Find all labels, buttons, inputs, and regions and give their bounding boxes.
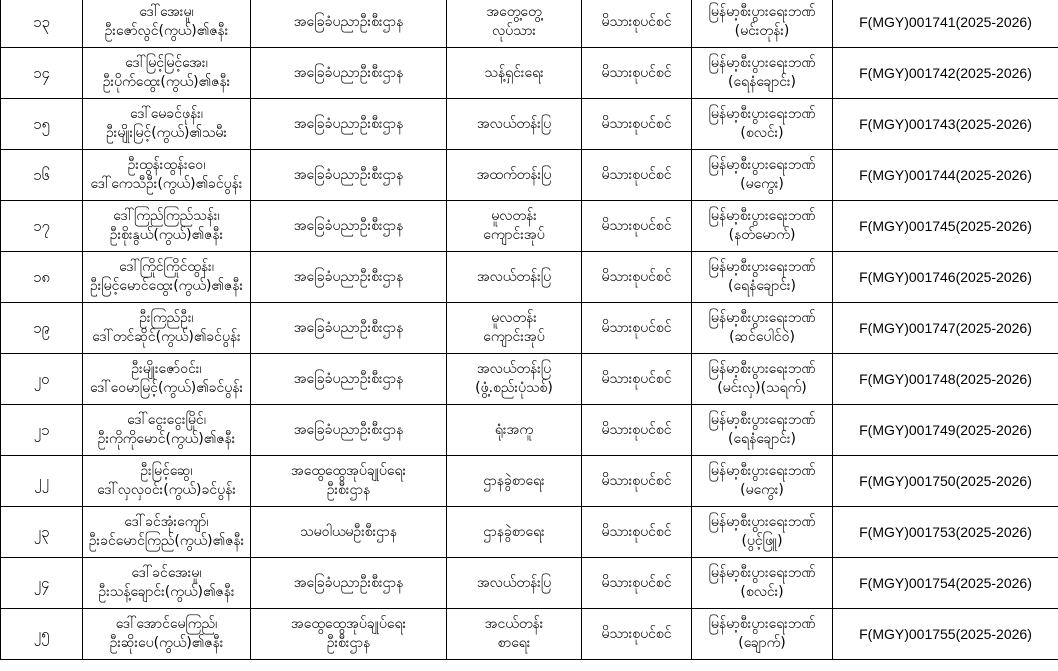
- department-cell-line: သမဝါယမဦးစီးဌာန: [300, 523, 397, 540]
- table-row: [1, 507, 1058, 558]
- name-cell-line: ဒေါ်ခင်အုံးကျော်၊: [124, 514, 209, 530]
- table-row: [1, 99, 1058, 150]
- pension-type-cell: မိသားစုပင်စင်: [582, 456, 692, 507]
- name-cell-line: ဒေါ်မြင့်မြင့်အေး၊: [125, 55, 208, 71]
- rank-cell-line: ကျောင်းအုပ်: [483, 227, 545, 243]
- pension-type-cell: မိသားစုပင်စင်: [582, 0, 692, 48]
- pension-type-cell: မိသားစုပင်စင်: [582, 609, 692, 660]
- name-cell-line: ဦးပိုက်ထွေး(ကွယ်)၏ဇနီး: [102, 74, 231, 90]
- row-number-cell: ၂၂: [1, 456, 83, 507]
- name-cell: [83, 303, 251, 354]
- pension-type-cell: မိသားစုပင်စင်: [582, 150, 692, 201]
- rank-cell: [447, 609, 582, 660]
- bank-office-cell: [692, 609, 833, 660]
- table-row: [1, 354, 1058, 405]
- department-cell: [251, 0, 447, 48]
- department-cell: [251, 303, 447, 354]
- bank-office-cell: [692, 558, 833, 609]
- department-cell: [251, 558, 447, 609]
- rank-cell: [447, 354, 582, 405]
- bank-office-cell: [692, 201, 833, 252]
- department-cell: [251, 99, 447, 150]
- row-number-cell: ၁၄: [1, 48, 83, 99]
- department-cell-line: အထွေထွေအုပ်ချုပ်ရေး: [290, 616, 407, 632]
- row-number-cell: ၂၃: [1, 507, 83, 558]
- department-cell-line: အခြေခံပညာဦးစီးဌာန: [293, 421, 404, 438]
- name-cell-line: ဒေါ်လှလှဝင်း(ကွယ်)ခင်ပွန်း: [97, 482, 236, 498]
- department-cell: [251, 456, 447, 507]
- bank-office-cell: [692, 48, 833, 99]
- rank-cell: [447, 0, 582, 48]
- rank-cell: [447, 405, 582, 456]
- name-cell-line: ဦးမျိုးမြင့်(ကွယ်)၏သမီး: [106, 125, 227, 141]
- bank-office-cell-line: (မင်းတုန်း): [734, 23, 790, 39]
- table-row: [1, 0, 1058, 48]
- table-row: [1, 609, 1058, 660]
- row-number-cell: ၁၆: [1, 150, 83, 201]
- rank-cell-line: (ဖွံ့.စည်းပုံသစ်): [475, 380, 553, 396]
- pension-code-cell: F(MGY)001742(2025-2026): [833, 48, 1058, 99]
- department-cell-line: အခြေခံပညာဦးစီးဌာန: [293, 574, 404, 591]
- name-cell-line: ဦးမြင့်မောင်ထွေး(ကွယ်)၏ဇနီး: [89, 278, 244, 294]
- department-cell-line: အခြေခံပညာဦးစီးဌာန: [293, 319, 404, 336]
- rank-cell-line: သန့်ရှင်းရေး: [484, 64, 544, 81]
- pension-type-cell: မိသားစုပင်စင်: [582, 507, 692, 558]
- pension-code-cell: F(MGY)001754(2025-2026): [833, 558, 1058, 609]
- pension-code-cell: F(MGY)001741(2025-2026): [833, 0, 1058, 48]
- bank-office-cell-line: (စလင်း): [740, 125, 784, 141]
- pension-code-cell: F(MGY)001750(2025-2026): [833, 456, 1058, 507]
- department-cell: [251, 201, 447, 252]
- bank-office-cell-line: မြန်မာ့စီးပွားရေးဘဏ်: [708, 514, 816, 530]
- rank-cell-line: အလယ်တန်းပြ: [476, 115, 552, 132]
- name-cell: [83, 609, 251, 660]
- bank-office-cell: [692, 150, 833, 201]
- department-cell-line: အခြေခံပညာဦးစီးဌာန: [293, 217, 404, 234]
- name-cell: [83, 201, 251, 252]
- rank-cell: [447, 303, 582, 354]
- name-cell-line: ဒေါ်ခင်အေးမူ၊: [131, 565, 202, 581]
- name-cell-line: ဒေါ်မေခင်ဖုန်း၊: [130, 106, 203, 122]
- rank-cell-line: ဌာနခွဲစာရေး: [483, 523, 545, 540]
- bank-office-cell-line: (မကွေး): [740, 176, 784, 192]
- department-cell-line: ဦးစီးဌာန: [326, 482, 371, 498]
- department-cell: [251, 354, 447, 405]
- rank-cell: [447, 507, 582, 558]
- pension-type-cell: မိသားစုပင်စင်: [582, 303, 692, 354]
- table-row: [1, 150, 1058, 201]
- bank-office-cell-line: မြန်မာ့စီးပွားရေးဘဏ်: [708, 208, 816, 224]
- rank-cell-line: အငယ်တန်း: [484, 616, 544, 632]
- department-cell: [251, 150, 447, 201]
- bank-office-cell-line: (မင်းလှ)(သရက်): [717, 380, 807, 396]
- table-row: [1, 405, 1058, 456]
- bank-office-cell: [692, 405, 833, 456]
- department-cell: [251, 405, 447, 456]
- pension-type-cell: မိသားစုပင်စင်: [582, 252, 692, 303]
- name-cell: [83, 150, 251, 201]
- bank-office-cell-line: မြန်မာ့စီးပွားရေးဘဏ်: [708, 310, 816, 326]
- bank-office-cell-line: (ချောက်): [738, 635, 786, 651]
- rank-cell-line: ကျောင်းအုပ်: [483, 329, 545, 345]
- row-number-cell: ၁၇: [1, 201, 83, 252]
- pension-code-cell: F(MGY)001749(2025-2026): [833, 405, 1058, 456]
- rank-cell-line: လုပ်သား: [492, 23, 536, 39]
- name-cell-line: ဦးမြင့်ဆွေ၊: [140, 463, 193, 479]
- bank-office-cell: [692, 0, 833, 48]
- row-number-cell: ၁၈: [1, 252, 83, 303]
- rank-cell-line: မူလတန်း: [491, 208, 537, 224]
- row-number-cell: ၂၀: [1, 354, 83, 405]
- rank-cell: [447, 558, 582, 609]
- bank-office-cell: [692, 252, 833, 303]
- table-row: [1, 558, 1058, 609]
- bank-office-cell-line: (ပွင့်ဖြူ): [741, 533, 783, 549]
- rank-cell: [447, 252, 582, 303]
- bank-office-cell-line: မြန်မာ့စီးပွားရေးဘဏ်: [708, 412, 816, 428]
- bank-office-cell-line: (မကွေး): [740, 482, 784, 498]
- bank-office-cell-line: (ရေနံချောင်း): [727, 431, 797, 447]
- department-cell: [251, 507, 447, 558]
- department-cell-line: အခြေခံပညာဦးစီးဌာန: [293, 268, 404, 285]
- rank-cell: [447, 150, 582, 201]
- rank-cell-line: ဌာနခွဲစာရေး: [483, 472, 545, 489]
- name-cell: [83, 507, 251, 558]
- bank-office-cell: [692, 456, 833, 507]
- department-cell-line: အခြေခံပညာဦးစီးဌာန: [293, 13, 404, 30]
- name-cell-line: ဒေါ်တင်ဆိုင်(ကွယ်)၏ခင်ပွန်း: [92, 329, 241, 345]
- pension-code-cell: F(MGY)001755(2025-2026): [833, 609, 1058, 660]
- name-cell-line: ဦးကိုကိုမောင်(ကွယ်)၏ဇနီး: [97, 431, 236, 447]
- department-cell-line: အခြေခံပညာဦးစီးဌာန: [293, 370, 404, 387]
- name-cell: [83, 558, 251, 609]
- name-cell-line: ဒေါ်ကြိုင်ကြိုင်ထွန်း၊: [119, 259, 214, 275]
- bank-office-cell-line: (နတ်မောက်): [728, 227, 796, 243]
- name-cell-line: ဦးကြည်ဦး၊: [139, 310, 194, 326]
- department-cell: [251, 252, 447, 303]
- table-row: [1, 252, 1058, 303]
- rank-cell-line: မူလတန်း: [491, 310, 537, 326]
- pension-code-cell: F(MGY)001745(2025-2026): [833, 201, 1058, 252]
- pension-code-cell: F(MGY)001748(2025-2026): [833, 354, 1058, 405]
- rank-cell: [447, 456, 582, 507]
- bank-office-cell-line: မြန်မာ့စီးပွားရေးဘဏ်: [708, 259, 816, 275]
- name-cell: [83, 0, 251, 48]
- name-cell: [83, 48, 251, 99]
- rank-cell-line: အလယ်တန်းပြ: [476, 574, 552, 591]
- bank-office-cell-line: မြန်မာ့စီးပွားရေးဘဏ်: [708, 565, 816, 581]
- row-number-cell: ၁၅: [1, 99, 83, 150]
- department-cell-line: အခြေခံပညာဦးစီးဌာန: [293, 166, 404, 183]
- name-cell-line: ဦးဇော်လွင်(ကွယ်)၏ဇနီး: [104, 23, 229, 39]
- rank-cell-line: ရုံးအကူ: [494, 421, 534, 438]
- pension-code-cell: F(MGY)001753(2025-2026): [833, 507, 1058, 558]
- name-cell-line: ဦးထွန်းထွန်းဝေ၊: [127, 157, 206, 173]
- pension-type-cell: မိသားစုပင်စင်: [582, 405, 692, 456]
- pension-code-cell: F(MGY)001743(2025-2026): [833, 99, 1058, 150]
- bank-office-cell-line: မြန်မာ့စီးပွားရေးဘဏ်: [708, 157, 816, 173]
- bank-office-cell-line: (ရေနံချောင်း): [727, 278, 797, 294]
- pension-code-cell: F(MGY)001746(2025-2026): [833, 252, 1058, 303]
- bank-office-cell: [692, 354, 833, 405]
- table-body: [1, 0, 1058, 660]
- bank-office-cell: [692, 303, 833, 354]
- department-cell-line: အထွေထွေအုပ်ချုပ်ရေး: [290, 463, 407, 479]
- name-cell: [83, 456, 251, 507]
- rank-cell: [447, 48, 582, 99]
- bank-office-cell-line: မြန်မာ့စီးပွားရေးဘဏ်: [708, 463, 816, 479]
- row-number-cell: ၂၅: [1, 609, 83, 660]
- name-cell-line: ဦးဆိုးပေ(ကွယ်)၏ဇနီး: [109, 635, 224, 651]
- pension-type-cell: မိသားစုပင်စင်: [582, 201, 692, 252]
- name-cell: [83, 405, 251, 456]
- name-cell: [83, 99, 251, 150]
- bank-office-cell-line: (ရေနံချောင်း): [727, 74, 797, 90]
- table-row: [1, 48, 1058, 99]
- rank-cell-line: စာရေး: [497, 635, 531, 651]
- department-cell: [251, 48, 447, 99]
- department-cell-line: အခြေခံပညာဦးစီးဌာန: [293, 115, 404, 132]
- name-cell-line: ဦးသန့်ချောင်း(ကွယ်)၏ဇနီး: [98, 584, 235, 600]
- rank-cell: [447, 201, 582, 252]
- name-cell: [83, 354, 251, 405]
- table-row: [1, 201, 1058, 252]
- rank-cell-line: အလယ်တန်းပြ: [476, 361, 552, 377]
- name-cell-line: ဦးစိုးနွယ်(ကွယ်)၏ဇနီး: [109, 227, 224, 243]
- department-cell: [251, 609, 447, 660]
- bank-office-cell-line: မြန်မာ့စီးပွားရေးဘဏ်: [708, 361, 816, 377]
- name-cell-line: ဒေါ်ဝေမာမြင့်(ကွယ်)၏ခင်ပွန်း: [89, 380, 244, 396]
- rank-cell-line: အထက်တန်းပြ: [476, 166, 552, 183]
- bank-office-cell: [692, 507, 833, 558]
- name-cell-line: ဒေါ်ကြည်ကြည်သန်း၊: [113, 208, 220, 224]
- bank-office-cell-line: (ဆင်ပေါင်ဝဲ): [729, 329, 795, 345]
- name-cell-line: ဦးမျိုးဇော်ဝင်း၊: [131, 361, 202, 377]
- bank-office-cell-line: မြန်မာ့စီးပွားရေးဘဏ်: [708, 106, 816, 122]
- department-cell-line: အခြေခံပညာဦးစီးဌာန: [293, 64, 404, 81]
- name-cell-line: ဦးခင်မောင်ကြည်(ကွယ်)၏ဇနီး: [88, 533, 245, 549]
- department-cell-line: ဦးစီးဌာန: [326, 635, 371, 651]
- bank-office-cell-line: မြန်မာ့စီးပွားရေးဘဏ်: [708, 4, 816, 20]
- row-number-cell: ၁၉: [1, 303, 83, 354]
- row-number-cell: ၁၃: [1, 0, 83, 48]
- name-cell-line: ဒေါ်အေးမူ၊: [139, 4, 194, 20]
- pension-type-cell: မိသားစုပင်စင်: [582, 48, 692, 99]
- bank-office-cell: [692, 99, 833, 150]
- pension-code-cell: F(MGY)001747(2025-2026): [833, 303, 1058, 354]
- row-number-cell: ၂၁: [1, 405, 83, 456]
- bank-office-cell-line: (စလင်း): [740, 584, 784, 600]
- pension-type-cell: မိသားစုပင်စင်: [582, 354, 692, 405]
- table-row: [1, 303, 1058, 354]
- rank-cell-line: အတွေ့တွေ့: [486, 4, 542, 20]
- rank-cell: [447, 99, 582, 150]
- name-cell-line: ဒေါ်ငွေးငွေးမြိုင်၊: [127, 412, 206, 428]
- rank-cell-line: အလယ်တန်းပြ: [476, 268, 552, 285]
- pension-type-cell: မိသားစုပင်စင်: [582, 99, 692, 150]
- table-row: [1, 456, 1058, 507]
- bank-office-cell-line: မြန်မာ့စီးပွားရေးဘဏ်: [708, 55, 816, 71]
- row-number-cell: ၂၄: [1, 558, 83, 609]
- name-cell-line: ဒေါ်အောင်မေကြည်၊: [115, 616, 218, 632]
- name-cell-line: ဒေါ်ကေသီဦး(ကွယ်)၏ခင်ပွန်း: [90, 176, 243, 192]
- pension-code-cell: F(MGY)001744(2025-2026): [833, 150, 1058, 201]
- bank-office-cell-line: မြန်မာ့စီးပွားရေးဘဏ်: [708, 616, 816, 632]
- name-cell: [83, 252, 251, 303]
- pension-type-cell: မိသားစုပင်စင်: [582, 558, 692, 609]
